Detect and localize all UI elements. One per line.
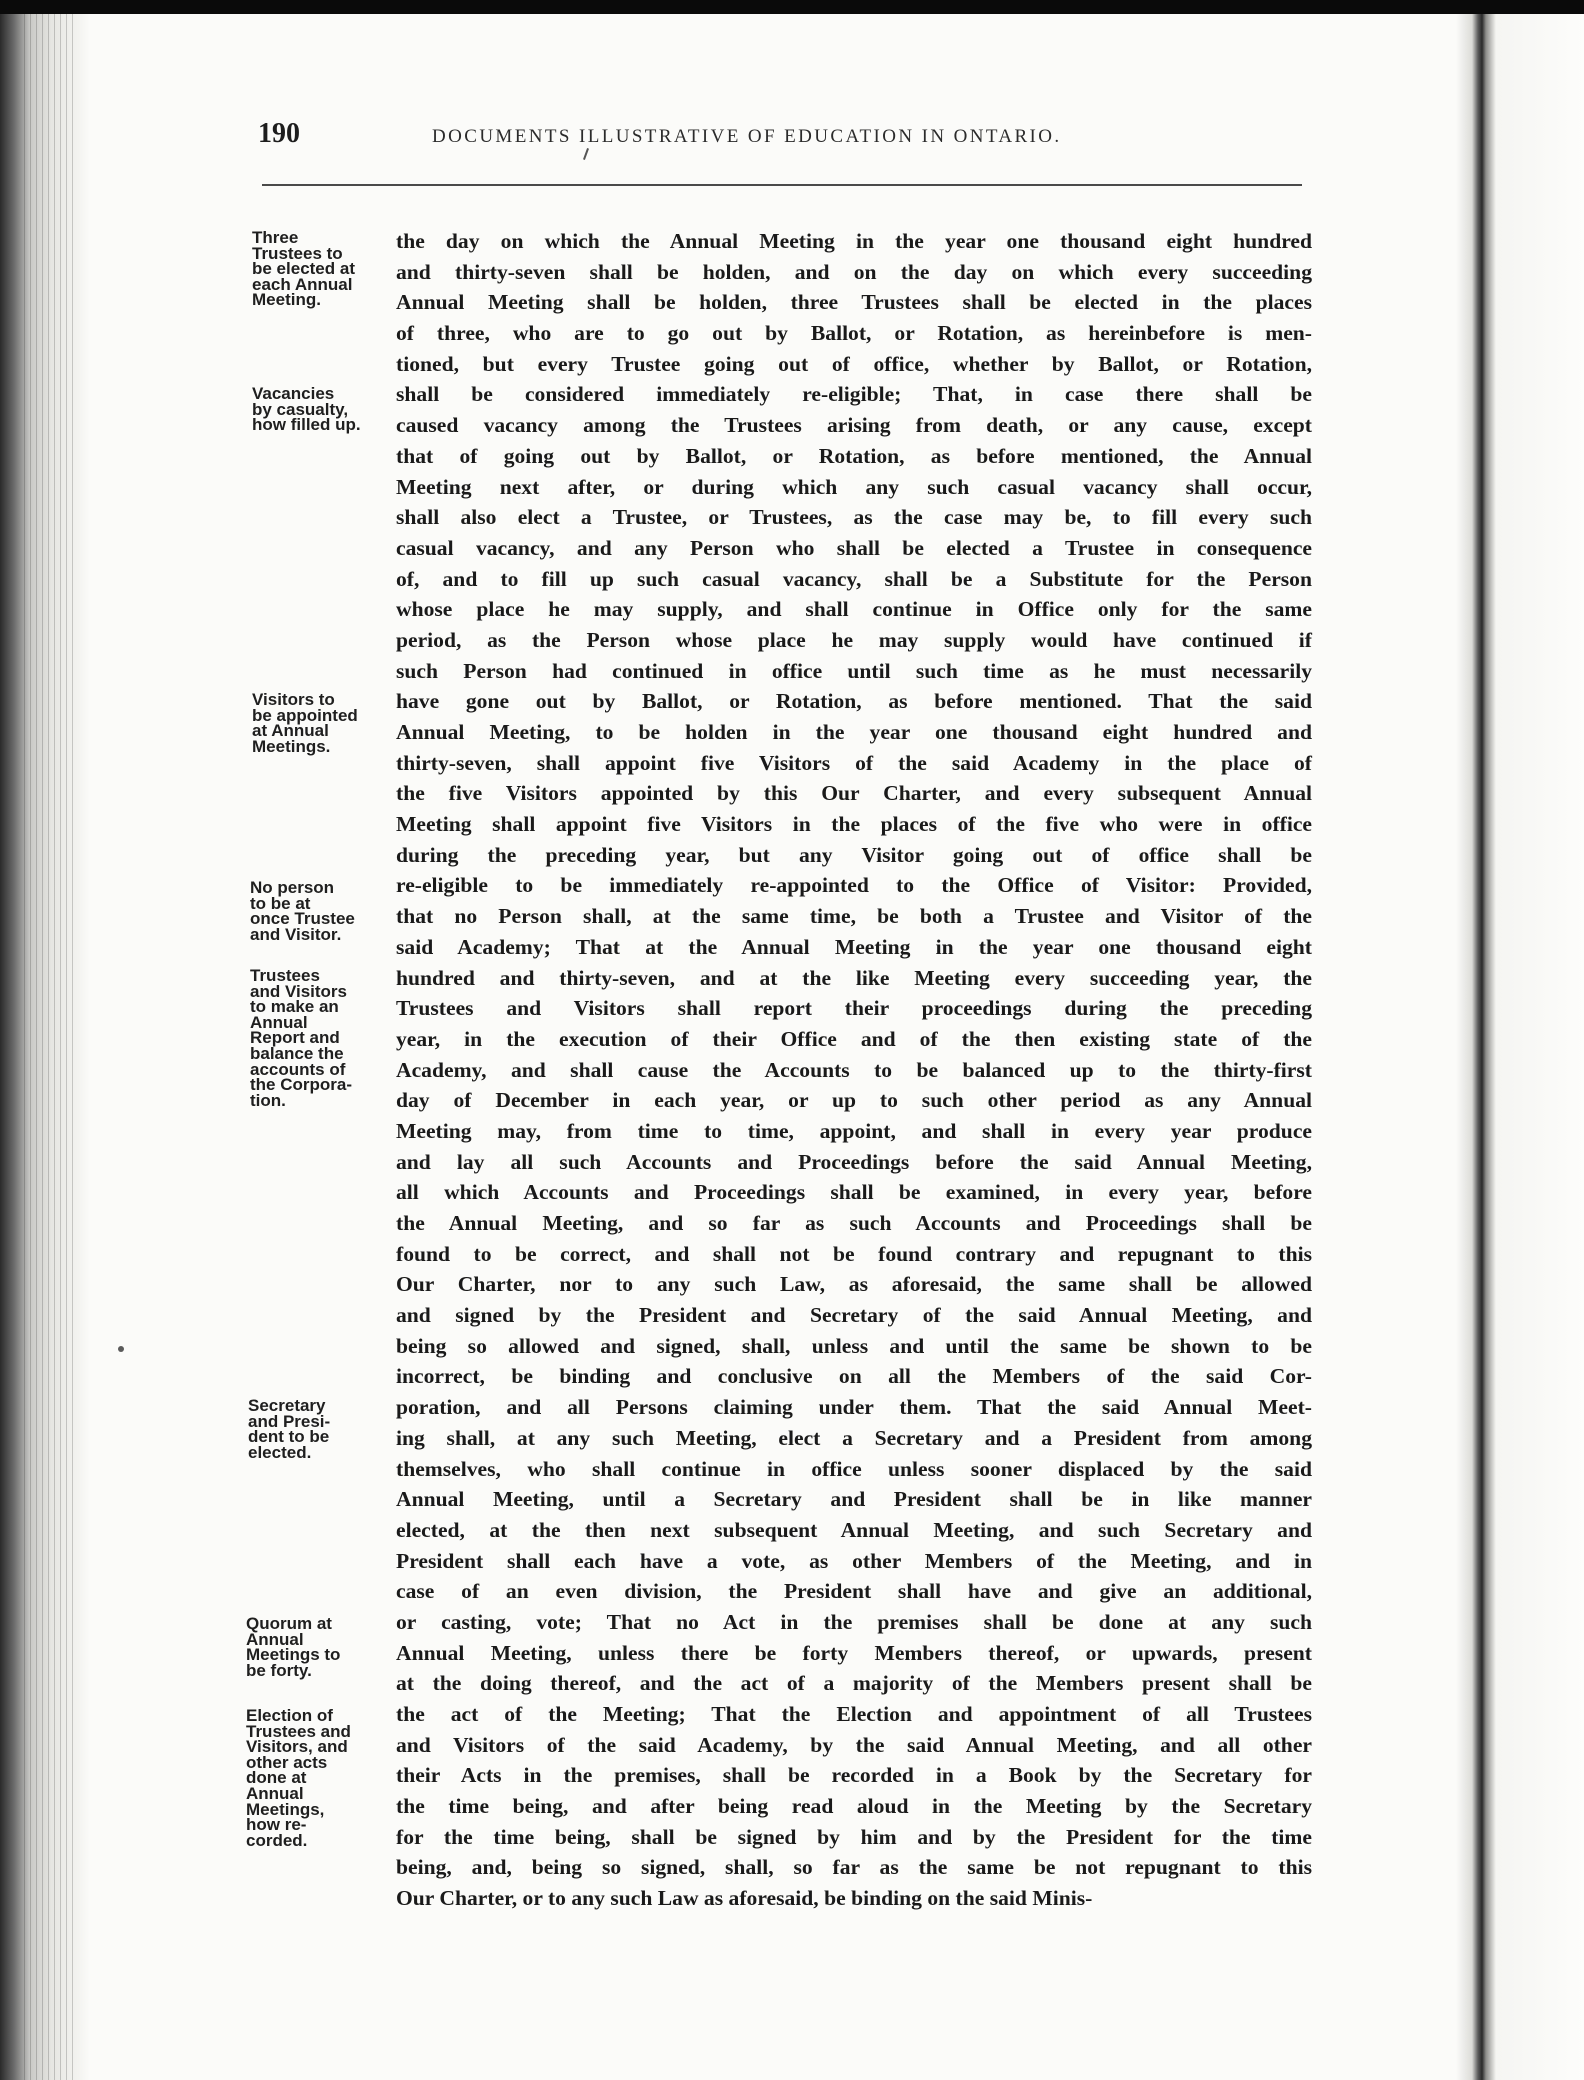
- text-line: whose place he may supply, and shall continue in Office only for the same: [396, 597, 1312, 622]
- text-line: elected, at the then next subsequent Annual Meeting, and such Secretary and: [396, 1517, 1312, 1542]
- text-line: their Acts in the premises, shall be recorded in a Book by the Secretary for: [396, 1763, 1312, 1788]
- text-line: Annual Meeting, to be holden in the year one thousand eight hundred and: [396, 720, 1312, 744]
- margin-note-line: and Visitor.: [250, 924, 342, 944]
- margin-note-secretary: [248, 1398, 398, 1460]
- text-line: shall be considered immediately re-eligible; That, in case there shall be: [396, 382, 1312, 407]
- text-line: re-eligible to be immediately re-appointed to the Office of Visitor: Provided,: [396, 873, 1312, 898]
- text-line: all which Accounts and Proceedings shall be examined, in every year, before: [396, 1180, 1312, 1205]
- margin-note-line: Visitors to: [252, 690, 335, 709]
- book-spine-edge: [0, 14, 90, 2080]
- body-text: [396, 226, 1312, 1914]
- text-line: Annual Meeting shall be holden, three Trustees shall be elected in the places: [396, 290, 1312, 315]
- margin-note-line: and Visitors: [250, 981, 347, 1001]
- text-line: such Person had continued in office until such time as he must necessarily: [396, 658, 1312, 683]
- text-line: Our Charter, or to any such Law as aforesaid, be binding on the said Minis-: [396, 1886, 1093, 1911]
- margin-note-line: Annual: [246, 1783, 304, 1803]
- text-line: the five Visitors appointed by this Our Charter, and every subsequent Annual: [396, 781, 1312, 806]
- margin-note-line: each Annual: [252, 274, 353, 294]
- margin-note-line: Vacancies: [252, 384, 335, 403]
- text-line: the Annual Meeting, and so far as such Accounts and Proceedings shall be: [396, 1211, 1312, 1235]
- margin-note-line: Trustees and: [246, 1721, 351, 1741]
- text-line: or casting, vote; That no Act in the premises shall be done at any such: [396, 1609, 1312, 1634]
- text-line: poration, and all Persons claiming under them. That the said Annual Meet-: [396, 1395, 1312, 1420]
- print-speck: [118, 1346, 124, 1352]
- text-line: during the preceding year, but any Visitor going out of office shall be: [396, 842, 1312, 867]
- text-line: at the doing thereof, and the act of a majority of the Members present shall be: [396, 1671, 1312, 1696]
- margin-note-line: done at: [246, 1768, 307, 1788]
- margin-note-line: Three: [252, 228, 299, 247]
- margin-note-line: the Corpora-: [250, 1075, 352, 1095]
- margin-note-line: once Trustee: [250, 909, 355, 929]
- header-rule: [262, 184, 1302, 186]
- text-line: tioned, but every Trustee going out of office, whether by Ballot, or Rotation,: [396, 351, 1312, 376]
- text-line: Meeting may, from time to time, appoint, and shall in every year produce: [396, 1118, 1312, 1143]
- margin-note-line: Annual: [246, 1629, 304, 1649]
- text-line: period, as the Person whose place he may supply would have continued if: [396, 627, 1312, 652]
- text-line: have gone out by Ballot, or Rotation, as before mentioned. That the said: [396, 689, 1312, 714]
- text-line: Academy, and shall cause the Accounts to be balanced up to the thirty-first: [396, 1057, 1312, 1082]
- margin-note-line: how re-: [246, 1815, 307, 1835]
- page-number: 190: [258, 118, 300, 149]
- text-line: Meeting shall appoint five Visitors in the places of the five who were in office: [396, 812, 1312, 837]
- text-line: Trustees and Visitors shall report their proceedings during the preceding: [396, 996, 1312, 1021]
- margin-note-line: Election of: [246, 1706, 333, 1725]
- text-line: of three, who are to go out by Ballot, or Rotation, as hereinbefore is men-: [396, 321, 1312, 346]
- text-line: and Visitors of the said Academy, by the said Annual Meeting, and all other: [396, 1732, 1312, 1757]
- text-line: Annual Meeting, unless there be forty Members thereof, or upwards, present: [396, 1640, 1312, 1665]
- text-line: being, and, being so signed, shall, so far as the same be not repugnant to this: [396, 1855, 1312, 1880]
- text-line: themselves, who shall continue in office unless sooner displaced by the said: [396, 1456, 1312, 1481]
- text-line: of, and to fill up such casual vacancy, shall be a Substitute for the Person: [396, 566, 1312, 591]
- text-line: Annual Meeting, until a Secretary and President shall be in like manner: [396, 1487, 1312, 1512]
- text-line: year, in the execution of their Office and of the then existing state of the: [396, 1026, 1312, 1051]
- margin-note-line: be forty.: [246, 1660, 312, 1680]
- text-line: and lay all such Accounts and Proceedings before the said Annual Meeting,: [396, 1149, 1312, 1174]
- text-line: shall also elect a Trustee, or Trustees, as the case may be, to fill every such: [396, 505, 1312, 530]
- margin-note-line: to be at: [250, 893, 311, 913]
- margin-note-no-person: [250, 880, 400, 942]
- margin-note-line: Report and: [250, 1028, 340, 1048]
- margin-note-line: Trustees to: [252, 243, 343, 263]
- margin-note-line: be elected at: [252, 259, 355, 279]
- text-line: the time being, and after being read aloud in the Meeting by the Secretary: [396, 1794, 1312, 1819]
- margin-note-line: No person: [250, 878, 335, 897]
- text-line: caused vacancy among the Trustees arising from death, or any cause, except: [396, 413, 1312, 438]
- margin-note-line: corded.: [246, 1830, 308, 1850]
- text-line: case of an even division, the President shall have and give an additional,: [396, 1579, 1312, 1604]
- margin-note-vacancies: [252, 386, 402, 433]
- margin-note-line: Annual: [250, 1012, 308, 1032]
- margin-note-line: balance the: [250, 1043, 344, 1063]
- margin-note-line: Meetings.: [252, 736, 331, 756]
- margin-note-line: by casualty,: [252, 399, 349, 419]
- text-line: day of December in each year, or up to such other period as any Annual: [396, 1088, 1312, 1113]
- margin-note-line: at Annual: [252, 721, 329, 741]
- margin-note-three-trustees: [252, 230, 402, 308]
- text-line: casual vacancy, and any Person who shall be elected a Trustee in consequence: [396, 535, 1312, 560]
- margin-note-line: Meetings,: [246, 1799, 325, 1819]
- margin-note-line: Trustees: [250, 966, 320, 985]
- text-line: Meeting next after, or during which any such casual vacancy shall occur,: [396, 474, 1312, 499]
- margin-note-annual-report: [250, 968, 400, 1108]
- text-line: thirty-seven, shall appoint five Visitors of the said Academy in the place of: [396, 750, 1312, 775]
- text-line: for the time being, shall be signed by him and by the President for the time: [396, 1824, 1312, 1849]
- text-line: found to be correct, and shall not be found contrary and repugnant to this: [396, 1241, 1312, 1266]
- margin-note-line: dent to be: [248, 1427, 330, 1447]
- text-line: the day on which the Annual Meeting in the year one thousand eight hundred: [396, 229, 1312, 253]
- margin-note-election: [246, 1708, 396, 1848]
- margin-note-line: how filled up.: [252, 415, 361, 435]
- text-line: hundred and thirty-seven, and at the like Meeting every succeeding year, the: [396, 965, 1312, 990]
- margin-note-line: Meetings to: [246, 1645, 341, 1665]
- margin-note-line: Secretary: [248, 1396, 326, 1415]
- text-line: that no Person shall, at the same time, be both a Trustee and Visitor of the: [396, 904, 1312, 929]
- text-line: and signed by the President and Secretary of the said Annual Meeting, and: [396, 1303, 1312, 1328]
- running-head: DOCUMENTS ILLUSTRATIVE OF EDUCATION IN ONTARIO.: [432, 126, 1062, 147]
- text-line: the act of the Meeting; That the Election and appointment of all Trustees: [396, 1702, 1312, 1726]
- margin-note-visitors: [252, 692, 402, 754]
- margin-note-line: and Presi-: [248, 1411, 331, 1431]
- facing-page-edge: [1456, 14, 1584, 2080]
- text-line: incorrect, be binding and conclusive on all the Members of the said Cor-: [396, 1364, 1312, 1389]
- margin-note-line: other acts: [246, 1752, 328, 1772]
- margin-note-line: to make an: [250, 997, 339, 1017]
- margin-note-quorum: [246, 1616, 396, 1678]
- text-line: President shall each have a vote, as other Members of the Meeting, and in: [396, 1548, 1312, 1573]
- text-line: being so allowed and signed, shall, unless and until the same be shown to be: [396, 1333, 1312, 1358]
- margin-note-line: Visitors, and: [246, 1737, 348, 1757]
- margin-note-line: Meeting.: [252, 290, 321, 310]
- margin-note-line: tion.: [250, 1090, 286, 1110]
- margin-note-line: be appointed: [252, 705, 358, 725]
- margin-note-line: elected.: [248, 1442, 312, 1462]
- text-line: Our Charter, nor to any such Law, as aforesaid, the same shall be allowed: [396, 1272, 1312, 1297]
- text-line: ing shall, at any such Meeting, elect a Secretary and a President from among: [396, 1425, 1312, 1450]
- scan-top-border: [0, 0, 1584, 14]
- margin-note-line: Quorum at: [246, 1614, 332, 1633]
- margin-note-line: accounts of: [250, 1059, 346, 1079]
- text-line: and thirty-seven shall be holden, and on the day on which every succeeding: [396, 259, 1312, 284]
- text-line: said Academy; That at the Annual Meeting in the year one thousand eight: [396, 934, 1312, 959]
- text-line: that of going out by Ballot, or Rotation, as before mentioned, the Annual: [396, 443, 1312, 468]
